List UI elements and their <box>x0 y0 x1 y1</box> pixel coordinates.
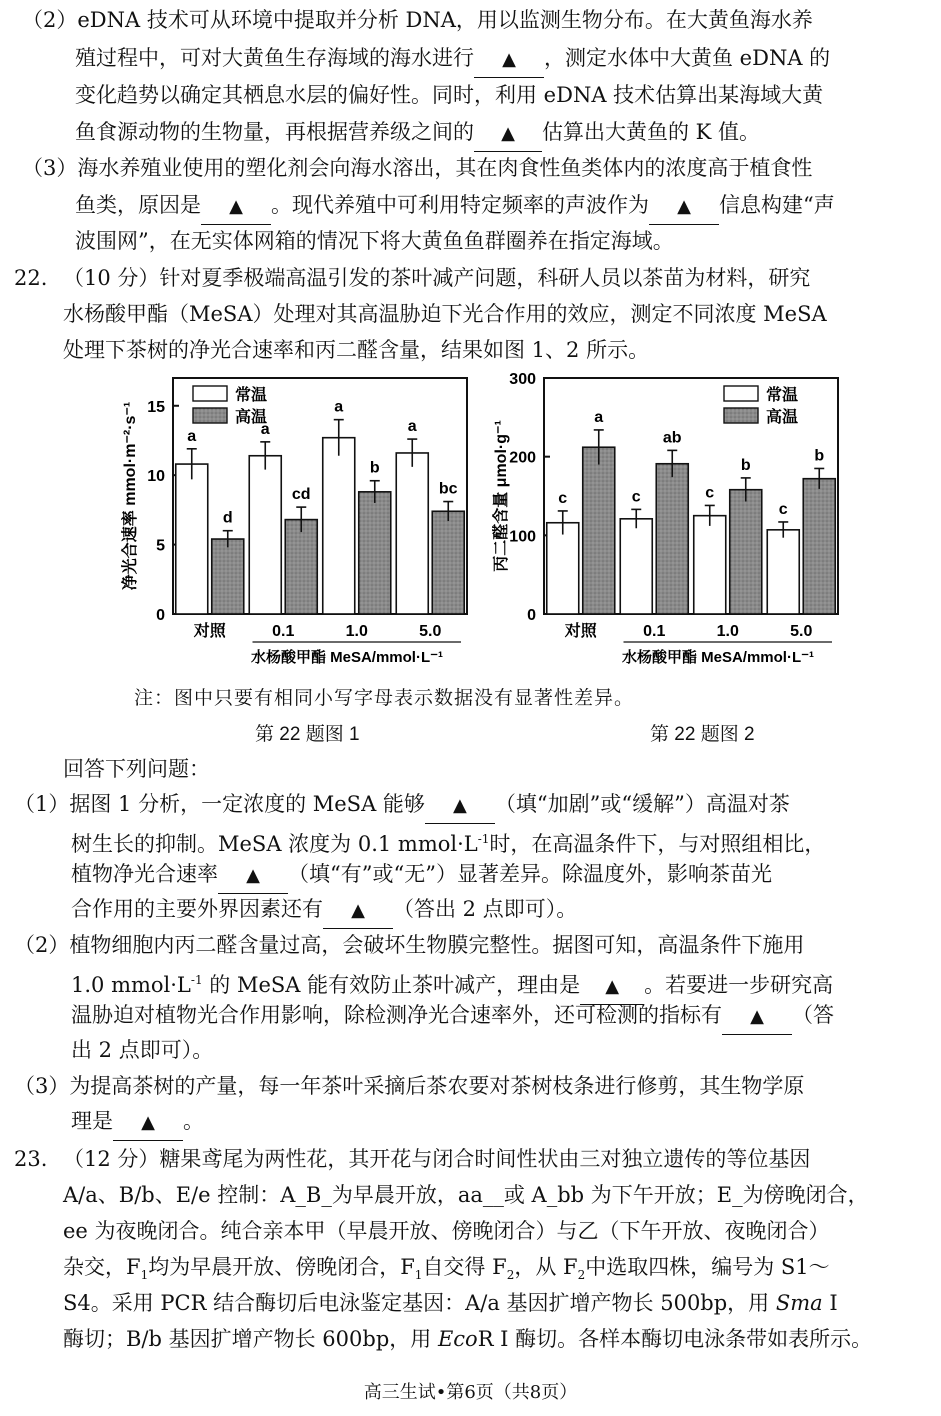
x-tick-label: 1.0 <box>345 623 368 640</box>
figure-note: 注：图中只要有相同小写字母表示数据没有显著性差异。 <box>134 687 635 709</box>
question-number-23: 23. <box>14 1147 48 1171</box>
q22-a3-line1: （3）为提高茶树的产量，每一年茶叶采摘后茶农要对茶树枝条进行修剪，其生物学原 <box>14 1074 805 1098</box>
bar-high-2 <box>359 492 391 614</box>
q23-line5: S4。采用 PCR 结合酶切后电泳鉴定基因：A/a 基因扩增产物长 500bp，用 Sma I <box>63 1291 838 1315</box>
significance-letter: a <box>260 420 270 438</box>
significance-letter: c <box>778 500 788 518</box>
q21-p2-line1: （2）eDNA 技术可从环境中提取并分析 DNA，用以监测生物分布。在大黄鱼海水养 <box>22 8 813 32</box>
bar-normal-0 <box>547 523 579 614</box>
figure-2-caption: 第 22 题图 2 <box>650 724 755 745</box>
answer-blank[interactable]: ▲ <box>218 857 288 894</box>
x-tick-label: 对照 <box>193 623 226 640</box>
answer-blank[interactable]: ▲ <box>323 892 393 929</box>
answer-blank[interactable]: ▲ <box>113 1104 183 1141</box>
bar-normal-1 <box>249 456 281 614</box>
answer-blank[interactable]: ▲ <box>474 41 544 78</box>
y-tick-label: 300 <box>509 372 536 388</box>
y-tick-label: 10 <box>147 468 165 486</box>
y-tick-label: 100 <box>509 528 536 546</box>
answer-blank[interactable]: ▲ <box>722 998 792 1035</box>
y-tick-label: 15 <box>147 398 165 416</box>
q22-a2-line2: 1.0 $mmol\cdot L^{-1}$ 的 MeSA 能有效防止茶叶减产，理由是 ▲ 。若要进一步研究高 <box>71 963 833 1005</box>
q23-line3: ee 为夜晚闭合。纯合亲本甲（早晨开放、傍晚闭合）与乙（下午开放、夜晚闭合） <box>63 1219 830 1243</box>
x-axis-label: 水杨酸甲酯 MeSA/mmol·L⁻¹ <box>250 649 444 666</box>
q22-line3: 处理下茶树的净光合速率和丙二醛含量，结果如图 1、2 所示。 <box>63 338 650 362</box>
y-tick-label: 5 <box>156 537 165 555</box>
answer-blank[interactable]: ▲ <box>425 787 495 824</box>
legend-swatch <box>724 386 758 401</box>
bar-normal-0 <box>176 464 208 614</box>
bar-high-3 <box>432 511 464 614</box>
q22-a3-line2: 理是 ▲ 。 <box>71 1104 204 1141</box>
bar-high-3 <box>803 479 835 614</box>
q22-a1-line1: （1）据图 1 分析，一定浓度的 MeSA 能够 ▲ （填“加剧”或“缓解”）高温对茶 <box>14 787 790 824</box>
significance-letter: a <box>407 418 417 436</box>
q23-line6: 酶切；B/b 基因扩增产物长 600bp，用 EcoR I 酶切。各样本酶切电泳条带如表所示。 <box>63 1327 873 1351</box>
significance-letter: c <box>631 488 641 506</box>
x-tick-label: 1.0 <box>716 623 739 640</box>
q22-a2-line4: 出 2 点即可）。 <box>71 1038 214 1062</box>
q23-line4: 杂交，$F_1$均为早晨开放、傍晚闭合，$F_1$自交得 $F_2$，从 $F_2$中选取四株，编号为 S1～ <box>63 1255 830 1283</box>
significance-letter: bc <box>438 480 458 498</box>
bar-normal-2 <box>694 516 726 614</box>
q22-a2-line3: 温胁迫对植物光合作用影响，除检测净光合速率外，还可检测的指标有 ▲ （答 <box>71 998 834 1035</box>
significance-letter: b <box>740 456 751 474</box>
legend-swatch <box>193 408 227 423</box>
q21-p3-line2: 鱼类，原因是 ▲ 。现代养殖中可利用特定频率的声波作为 ▲ 信息构建“声 <box>75 188 835 225</box>
significance-letter: cd <box>291 486 311 504</box>
significance-letter: a <box>334 398 344 416</box>
q22-line2: 水杨酸甲酯（MeSA）处理对其高温胁迫下光合作用的效应，测定不同浓度 MeSA <box>63 302 827 326</box>
answer-blank[interactable]: ▲ <box>580 968 644 1005</box>
q22-a1-line4: 合作用的主要外界因素还有 ▲ （答出 2 点即可）。 <box>71 892 577 929</box>
figure-1-net-photosynthesis-chart <box>115 372 475 672</box>
answer-blank[interactable]: ▲ <box>649 188 719 225</box>
x-axis-label: 水杨酸甲酯 MeSA/mmol·L⁻¹ <box>621 649 815 666</box>
q21-p3-line3: 波围网”，在无实体网箱的情况下将大黄鱼鱼群圈养在指定海域。 <box>75 229 674 253</box>
q21-p2-line3: 变化趋势以确定其栖息水层的偏好性。同时，利用 eDNA 技术估算出某海域大黄 <box>75 83 824 107</box>
x-tick-label: 0.1 <box>643 623 666 640</box>
legend-label: 高温 <box>235 409 268 426</box>
bar-normal-2 <box>323 438 355 614</box>
x-tick-label: 5.0 <box>790 623 813 640</box>
legend-label: 常温 <box>766 387 799 404</box>
bar-high-1 <box>656 464 688 614</box>
bar-high-1 <box>285 520 317 614</box>
bar-high-0 <box>583 447 615 614</box>
y-tick-label: 200 <box>509 449 536 467</box>
bar-high-2 <box>730 490 762 614</box>
question-number-22: 22. <box>14 266 48 290</box>
q21-p3-line1: （3）海水养殖业使用的塑化剂会向海水溶出，其在肉食性鱼类体内的浓度高于植食性 <box>22 156 813 180</box>
figure-2-malondialdehyde-chart <box>486 372 846 672</box>
page-footer: 高三生试•第6页（共8页） <box>363 1382 578 1403</box>
bar-normal-3 <box>396 453 428 614</box>
x-tick-label: 对照 <box>564 623 597 640</box>
q22-a2-line1: （2）植物细胞内丙二醛含量过高，会破坏生物膜完整性。据图可知，高温条件下施用 <box>14 933 805 957</box>
answer-blank[interactable]: ▲ <box>201 188 271 225</box>
figure-1-caption: 第 22 题图 1 <box>255 724 360 745</box>
q21-p2-line2: 殖过程中，可对大黄鱼生存海域的海水进行 ▲ ，测定水体中大黄鱼 eDNA 的 <box>75 41 830 78</box>
legend-label: 常温 <box>235 387 268 404</box>
x-tick-label: 0.1 <box>272 623 295 640</box>
q22-a1-line2: 树生长的抑制。MeSA 浓度为 0.1 $mmol\cdot L^{-1}$时，在高温条件下，与对照组相比， <box>71 832 826 856</box>
x-tick-label: 5.0 <box>419 623 442 640</box>
significance-letter: a <box>187 427 197 445</box>
significance-letter: d <box>222 509 233 527</box>
q23-line2: A/a、B/b、E/e 控制：A_B_为早晨开放，aa__或 A_bb 为下午开放；E_为傍晚闭合， <box>63 1183 869 1207</box>
significance-letter: c <box>705 484 715 502</box>
significance-letter: a <box>594 408 604 426</box>
q22-line1: （10 分）针对夏季极端高温引发的茶叶减产问题，科研人员以茶苗为材料，研究 <box>63 266 811 290</box>
y-tick-label: 0 <box>156 607 165 624</box>
legend-label: 高温 <box>766 409 799 426</box>
significance-letter: b <box>369 459 380 477</box>
bar-normal-3 <box>767 530 799 614</box>
bar-high-0 <box>212 539 244 614</box>
y-tick-label: 0 <box>527 607 536 624</box>
y-axis-label: 净光合速率 mmol·m⁻²·s⁻¹ <box>122 401 139 591</box>
significance-letter: ab <box>662 429 682 447</box>
q22-a1-line3: 植物净光合速率 ▲ （填“有”或“无”）显著差异。除温度外，影响茶苗光 <box>71 857 772 894</box>
q23-line1: （12 分）糖果鸢尾为两性花，其开花与闭合时间性状由三对独立遗传的等位基因 <box>63 1147 811 1171</box>
answer-prompt: 回答下列问题： <box>63 757 210 781</box>
bar-normal-1 <box>620 519 652 614</box>
significance-letter: b <box>814 447 825 465</box>
y-axis-label: 丙二醛含量 μmol·g⁻¹ <box>493 420 510 572</box>
legend-swatch <box>724 408 758 423</box>
legend-swatch <box>193 386 227 401</box>
significance-letter: c <box>558 489 568 507</box>
answer-blank[interactable]: ▲ <box>474 115 542 152</box>
q21-p2-line4: 鱼食源动物的生物量，再根据营养级之间的 ▲ 估算出大黄鱼的 K 值。 <box>75 115 760 152</box>
